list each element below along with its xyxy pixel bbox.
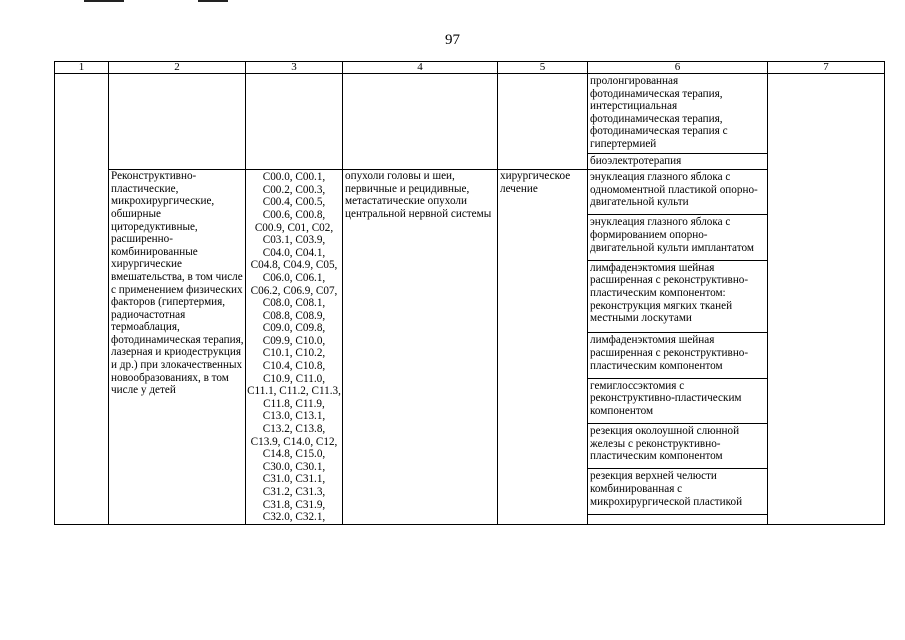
cell-col2-empty (109, 74, 246, 170)
icd-codes: C00.0, C00.1, C00.2, C00.3, C00.4, C00.5, C00.6, C00.8, C00.9, C01, C02, C03.1, C03.9, C04.0, C04.1, C04.8, C04.9, C05, C06.0, C06.1, C06.2, C06.9, C07, C08.0, C08.1, C08.8, C08.9, C09.0, C09.8, C09.9, C10.0, C10.1, C10.2, C10.4, C10.8, C10.9, C11.0, C11.1, C11.2, C11.3, C11.8, C11.9, C13.0, C13.1, C13.2, C13.8, C13.9, C14.0, C12, C14.8, C15.0, C30.0, C30.1, C31.0, C31.1, C31.2, C31.3, C31.8, C31.9, C32.0, C32.1, (247, 171, 341, 524)
scan-edge-mark (198, 0, 228, 2)
cell-col4-empty (343, 74, 498, 170)
table-row (55, 74, 885, 154)
page-number: 97 (445, 32, 460, 48)
cell-col7 (768, 74, 885, 525)
services-table (54, 61, 885, 525)
column-number: 1 (55, 62, 109, 74)
column-number: 7 (768, 62, 885, 74)
column-number: 2 (109, 62, 246, 74)
column-number: 5 (498, 62, 588, 74)
scan-edge-mark (84, 0, 124, 2)
treatment-method: резекция верхней челюсти комбинированная с микрохирургической пластикой (588, 469, 768, 514)
intervention-description: Реконструктивно-пластические, микрохирургические, обширные циторедуктивные, расширенно-комбинированные хирургические вмешательства, в том числе с применением физических факторов (гипертермия, радиочастотная термоаблация, фотодинамическая терапия, лазерная и криодеструкция и др.) при злокачественных новообразованиях, в том числе у детей (109, 170, 246, 525)
treatment-method: гемиглоссэктомия с реконструктивно-пластическим компонентом (588, 378, 768, 423)
treatment-method: энуклеация глазного яблока с формированием опорно-двигательной культи имплантатом (588, 215, 768, 260)
column-number-row (55, 62, 885, 74)
treatment-method: энуклеация глазного яблока с одномоментной пластикой опорно-двигательной культи (588, 170, 768, 215)
cell-col1 (55, 74, 109, 525)
column-number: 6 (588, 62, 768, 74)
treatment-method: лимфаденэктомия шейная расширенная с реконструктивно-пластическим компонентом (588, 333, 768, 378)
cell-col3-empty (246, 74, 343, 170)
treatment-method: резекция околоушной слюнной железы с реконструктивно-пластическим компонентом (588, 424, 768, 469)
treatment-bioelectrotherapy: биоэлектротерапия (588, 153, 768, 170)
treatment-type: хирургическое лечение (498, 170, 588, 525)
column-number: 4 (343, 62, 498, 74)
empty-cell (588, 514, 768, 524)
table-row (55, 170, 885, 215)
treatment-method: лимфаденэктомия шейная расширенная с реконструктивно-пластическим компонентом: реконструкция мягких тканей местными лоскутами (588, 260, 768, 333)
cell-col5-empty (498, 74, 588, 170)
column-number: 3 (246, 62, 343, 74)
diagnosis: опухоли головы и шеи, первичные и рецидивные, метастатические опухоли центральной нервной системы (343, 170, 498, 525)
treatment-continuation: пролонгированная фотодинамическая терапия, интерстициальная фотодинамическая терапия, фотодинамическая терапия с гипертермией (588, 74, 768, 154)
